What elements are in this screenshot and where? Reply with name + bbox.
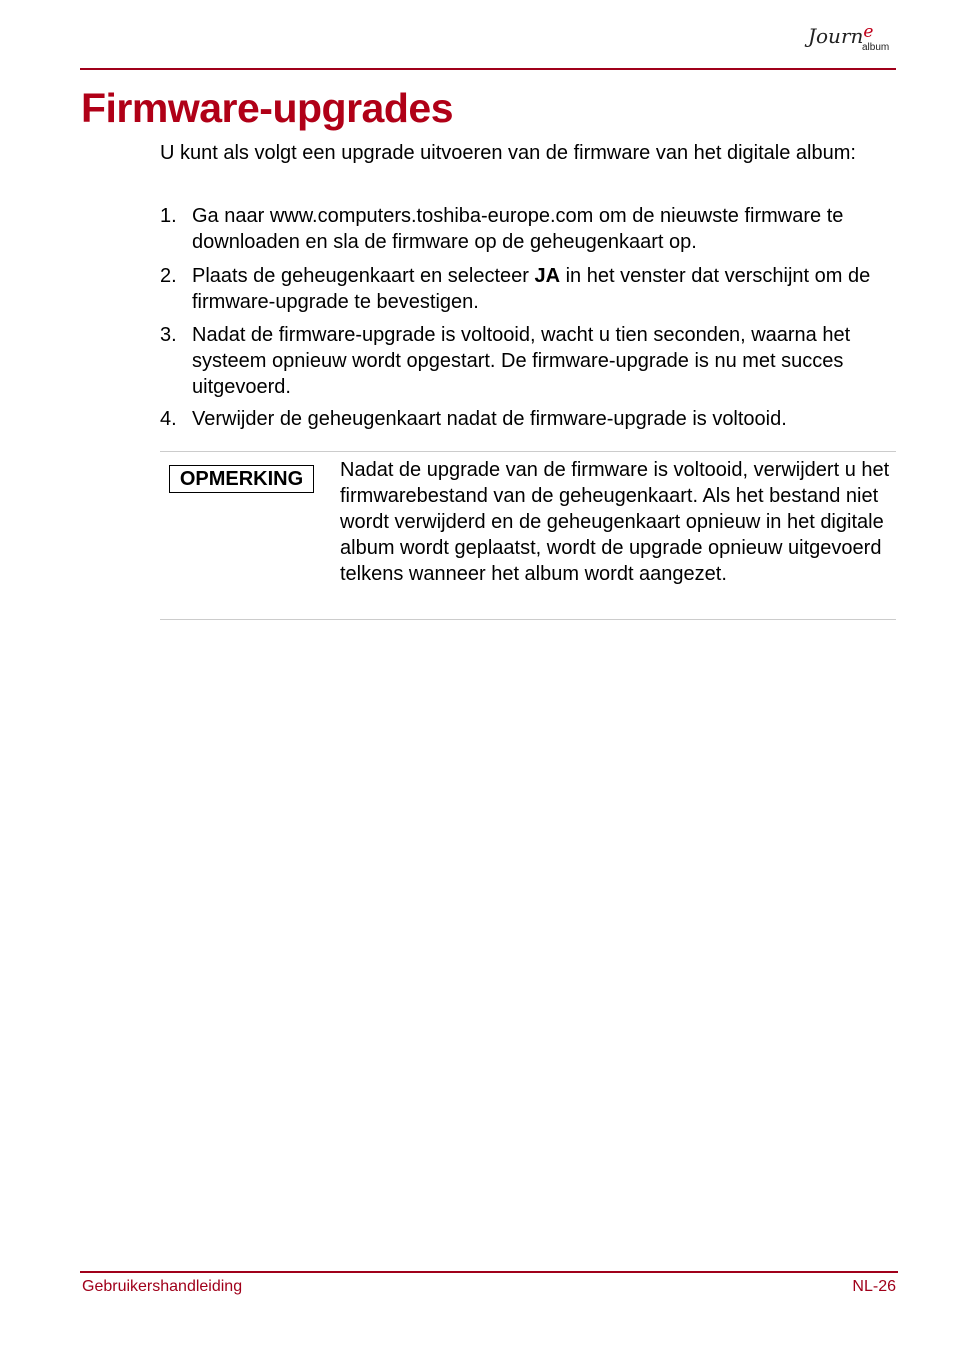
step-number: 2. <box>160 265 177 287</box>
header-rule <box>80 68 896 70</box>
page-title: Firmware-upgrades <box>81 85 453 131</box>
step-text: Ga naar www.computers.toshiba-europe.com om de nieuwste firmware te downloaden en sla de firmware op de geheugenkaart op. <box>192 205 844 253</box>
note-label-badge: OPMERKING <box>169 465 314 493</box>
step-text: Plaats de geheugenkaart en selecteer JA in het venster dat verschijnt om de firmware-upgrade te bevestigen. <box>192 265 871 313</box>
note-text: Nadat de upgrade van de firmware is voltooid, verwijdert u het firmwarebestand van de geheugenkaart. Als het bestand niet wordt verwijderd en de geheugenkaart opnieuw in het digitale album wordt geplaatst, wordt de upgrade opnieuw uitgevoerd telkens wanneer het album wordt aangezet. <box>340 459 890 585</box>
footer-rule <box>80 1271 898 1273</box>
step-text: Nadat de firmware-upgrade is voltooid, wacht u tien seconden, waarna het systeem opnieuw wordt opgestart. De firmware-upgrade is nu met succes uitgevoerd. <box>192 324 851 398</box>
step-number: 1. <box>160 205 177 227</box>
note-divider-bottom <box>160 619 896 620</box>
footer-manual-title: Gebruikershandleiding <box>82 1278 243 1295</box>
logo-script: Journ$^e$ <box>808 22 874 48</box>
logo-subtitle: album <box>862 42 890 53</box>
note-divider-top <box>160 451 896 452</box>
confirm-option-ja: JA <box>534 265 561 287</box>
step-number: 3. <box>160 324 177 346</box>
step-number: 4. <box>160 408 177 430</box>
step-text: Verwijder de geheugenkaart nadat de firmware-upgrade is voltooid. <box>192 408 787 430</box>
footer-page-number: NL-26 <box>852 1278 896 1295</box>
intro-paragraph: U kunt als volgt een upgrade uitvoeren van de firmware van het digitale album: <box>160 142 856 164</box>
journe-album-logo <box>804 20 898 62</box>
